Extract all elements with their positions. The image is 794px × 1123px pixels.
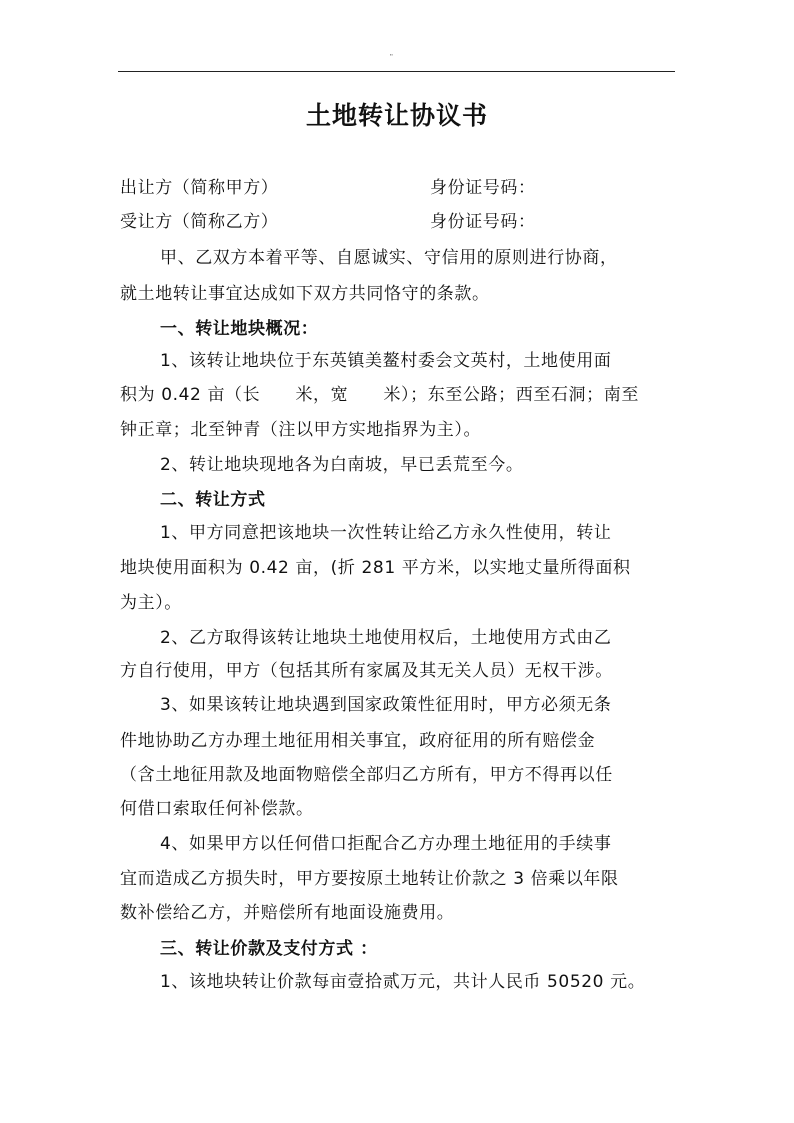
- section2-item4-line-2: 宜而造成乙方损失时，甲方要按原土地转让价款之 3 倍乘以年限: [120, 869, 619, 889]
- section2-item2-line-2: 方自行使用，甲方（包括其所有家属及其无关人员）无权干涉。: [120, 661, 613, 681]
- section2-item4-line-1: 4、如果甲方以任何借口拒配合乙方办理土地征用的手续事: [160, 834, 612, 854]
- party-a-id-label: 身份证号码：: [430, 178, 536, 198]
- section2-item3-line-3: （含土地征用款及地面物赔偿全部归乙方所有，甲方不得再以任: [120, 765, 613, 785]
- section2-item3-line-1: 3、如果该转让地块遇到国家政策性征用时，甲方必须无条: [160, 695, 612, 715]
- header-rule: [118, 71, 675, 72]
- section2-heading: 二、转让方式: [160, 490, 266, 510]
- section2-item1-line-2: 地块使用面积为 0.42 亩，(折 281 平方米，以实地丈量所得面积: [120, 558, 631, 578]
- section1-item1-line-2: 积为 0.42 亩（长 米，宽 米）；东至公路；西至石洞；南至: [120, 385, 639, 405]
- section1-item2-line-1: 2、转让地块现地各为白南坡，早已丢荒至今。: [160, 455, 524, 475]
- header-mark: '': [390, 54, 393, 61]
- section1-item1-line-3: 钟正章；北至钟青（注以甲方实地指界为主）。: [120, 420, 482, 440]
- section3-heading: 三、转让价款及支付方式 ：: [160, 939, 378, 959]
- intro-line-2: 就土地转让事宜达成如下双方共同恪守的条款。: [120, 284, 490, 304]
- party-b-id-label: 身份证号码：: [430, 212, 536, 232]
- party-b-label: 受让方（简称乙方）: [120, 212, 279, 232]
- section3-item1-line-1: 1、该地块转让价款每亩壹拾贰万元，共计人民币 50520 元。: [160, 972, 646, 992]
- party-a-label: 出让方（简称甲方）: [120, 178, 279, 198]
- intro-line-1: 甲、乙双方本着平等、自愿诚实、守信用的原则进行协商，: [160, 248, 618, 268]
- document-title: 土地转让协议书: [305, 101, 488, 130]
- section2-item2-line-1: 2、乙方取得该转让地块土地使用权后，土地使用方式由乙: [160, 628, 612, 648]
- section2-item3-line-2: 件地协助乙方办理土地征用相关事宜，政府征用的所有赔偿金: [120, 731, 596, 751]
- section2-item1-line-3: 为主）。: [120, 593, 182, 613]
- section2-item1-line-1: 1、甲方同意把该地块一次性转让给乙方永久性使用，转让: [160, 523, 612, 543]
- section2-item3-line-4: 何借口索取任何补偿款。: [120, 799, 314, 819]
- section1-item1-line-1: 1、该转让地块位于东英镇美鳌村委会文英村，土地使用面: [160, 351, 612, 371]
- section2-item4-line-3: 数补偿给乙方，并赔偿所有地面设施费用。: [120, 903, 455, 923]
- section1-heading: 一、转让地块概况：: [160, 319, 319, 339]
